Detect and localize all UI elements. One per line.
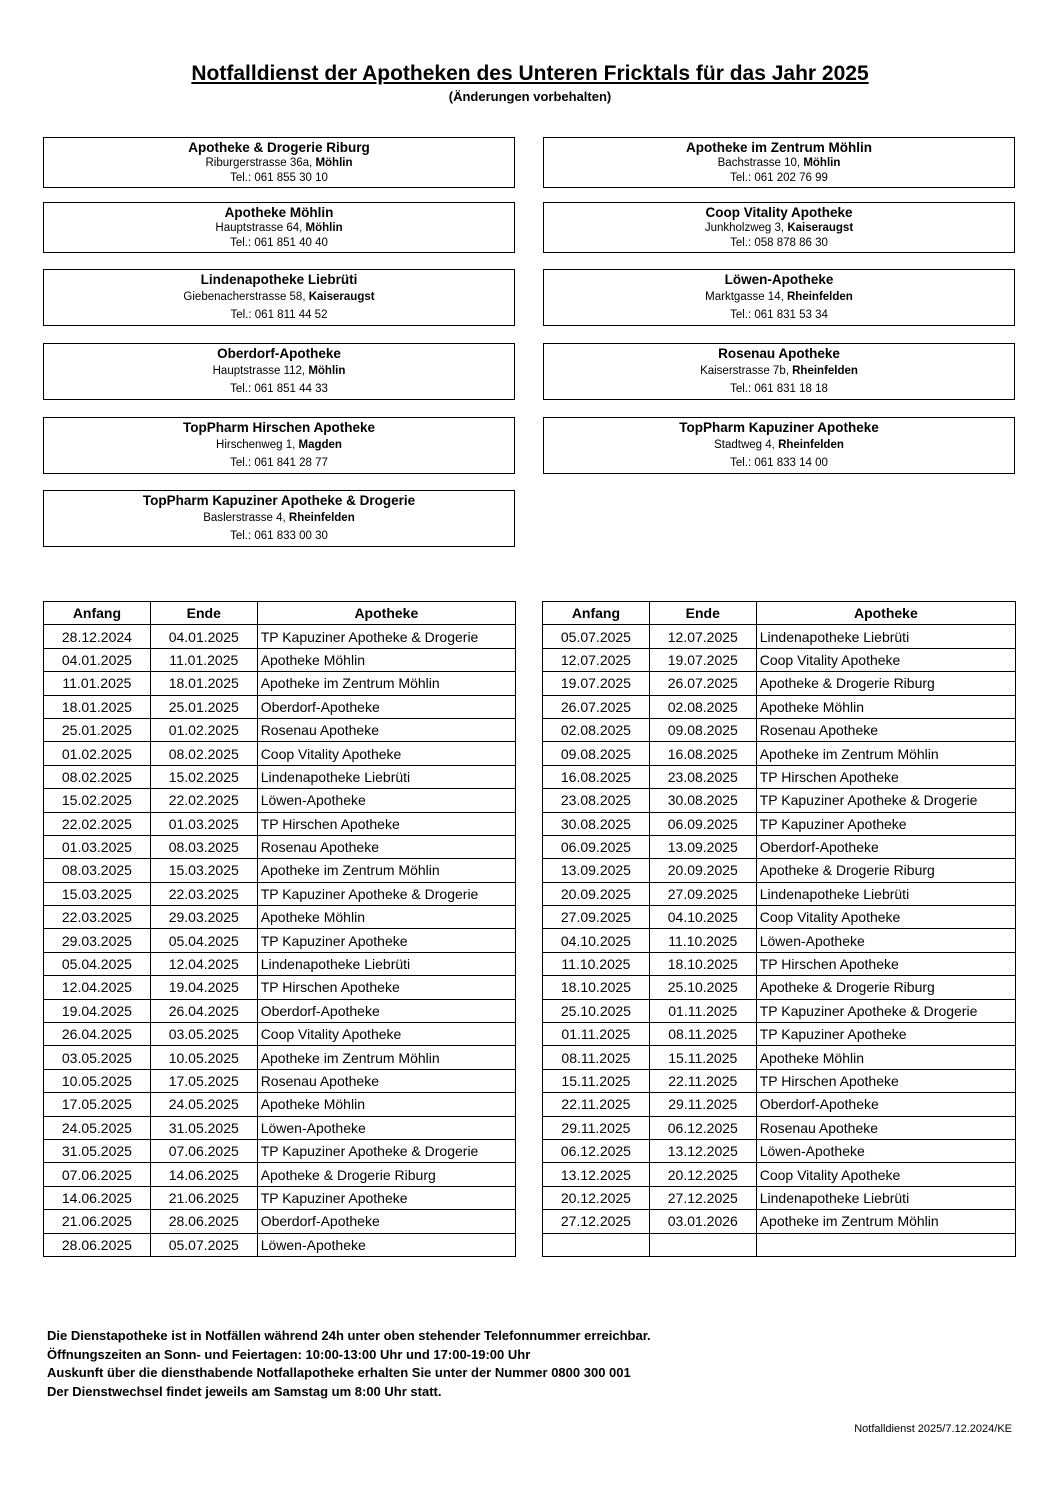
pharmacy-cell: Rosenau Apotheke — [257, 835, 515, 858]
table-row — [44, 999, 516, 1022]
pharmacy-phone: Tel.: 061 811 44 52 — [230, 309, 328, 321]
table-row — [543, 1069, 1016, 1092]
end-date-cell: 29.11.2025 — [649, 1093, 756, 1116]
column-header-end: Ende — [150, 602, 257, 625]
pharmacy-card — [543, 417, 1015, 474]
table-row — [44, 742, 516, 765]
pharmacy-phone: Tel.: 061 833 14 00 — [730, 457, 828, 469]
pharmacy-cell: TP Kapuziner Apotheke — [756, 1023, 1015, 1046]
pharmacy-cell: Apotheke Möhlin — [257, 648, 515, 671]
end-date-cell: 04.01.2025 — [150, 625, 257, 648]
start-date-cell: 10.05.2025 — [44, 1069, 151, 1092]
start-date-cell: 08.03.2025 — [44, 859, 151, 882]
end-date-cell: 11.10.2025 — [649, 929, 756, 952]
end-date-cell: 01.03.2025 — [150, 812, 257, 835]
end-date-cell: 03.05.2025 — [150, 1023, 257, 1046]
end-date-cell: 26.04.2025 — [150, 999, 257, 1022]
end-date-cell: 30.08.2025 — [649, 789, 756, 812]
end-date-cell: 22.03.2025 — [150, 882, 257, 905]
start-date-cell: 07.06.2025 — [44, 1163, 151, 1186]
end-date-cell: 20.09.2025 — [649, 859, 756, 882]
pharmacy-cell: Apotheke & Drogerie Riburg — [257, 1163, 515, 1186]
table-row — [44, 789, 516, 812]
start-date-cell: 12.04.2025 — [44, 976, 151, 999]
table-row — [543, 952, 1016, 975]
pharmacy-phone: Tel.: 061 851 44 33 — [230, 383, 328, 395]
table-row — [543, 1139, 1016, 1162]
end-date-cell: 19.07.2025 — [649, 648, 756, 671]
table-row — [44, 1023, 516, 1046]
table-row — [44, 672, 516, 695]
start-date-cell: 20.12.2025 — [543, 1186, 650, 1209]
pharmacy-cell: Lindenapotheke Liebrüti — [756, 882, 1015, 905]
table-row — [543, 1023, 1016, 1046]
table-row — [543, 1233, 1016, 1256]
end-date-cell: 15.02.2025 — [150, 765, 257, 788]
end-date-cell: 05.07.2025 — [150, 1233, 257, 1256]
start-date-cell: 22.03.2025 — [44, 906, 151, 929]
pharmacy-cell: TP Hirschen Apotheke — [756, 765, 1015, 788]
end-date-cell: 06.12.2025 — [649, 1116, 756, 1139]
pharmacy-name: Apotheke im Zentrum Möhlin — [685, 140, 872, 155]
table-row — [44, 695, 516, 718]
pharmacy-cell: Coop Vitality Apotheke — [756, 648, 1015, 671]
pharmacy-cell: Coop Vitality Apotheke — [257, 1023, 515, 1046]
pharmacy-name: Löwen-Apotheke — [724, 272, 834, 287]
pharmacy-card — [43, 202, 515, 253]
pharmacy-cell: Oberdorf-Apotheke — [756, 835, 1015, 858]
table-row — [543, 835, 1016, 858]
pharmacy-cell: Apotheke im Zentrum Möhlin — [257, 672, 515, 695]
end-date-cell: 27.09.2025 — [649, 882, 756, 905]
start-date-cell: 18.10.2025 — [543, 976, 650, 999]
start-date-cell: 15.03.2025 — [44, 882, 151, 905]
table-row — [543, 1046, 1016, 1069]
start-date-cell: 22.02.2025 — [44, 812, 151, 835]
table-row — [44, 1163, 516, 1186]
start-date-cell: 29.11.2025 — [543, 1116, 650, 1139]
table-row — [543, 1186, 1016, 1209]
table-row — [543, 789, 1016, 812]
end-date-cell: 01.02.2025 — [150, 718, 257, 741]
start-date-cell: 26.04.2025 — [44, 1023, 151, 1046]
end-date-cell: 19.04.2025 — [150, 976, 257, 999]
pharmacy-cell: TP Kapuziner Apotheke & Drogerie — [756, 789, 1015, 812]
table-row — [44, 976, 516, 999]
note-line: Öffnungszeiten an Sonn- und Feiertagen: 10:00-13:00 Uhr und 17:00-19:00 Uhr — [47, 1346, 531, 1362]
pharmacy-cell: Löwen-Apotheke — [257, 1116, 515, 1139]
end-date-cell: 22.02.2025 — [150, 789, 257, 812]
pharmacy-cell: Rosenau Apotheke — [756, 718, 1015, 741]
page-subtitle: (Änderungen vorbehalten) — [448, 89, 612, 104]
start-date-cell: 13.12.2025 — [543, 1163, 650, 1186]
start-date-cell: 02.08.2025 — [543, 718, 650, 741]
pharmacy-cell: Coop Vitality Apotheke — [257, 742, 515, 765]
pharmacy-cell: Coop Vitality Apotheke — [756, 1163, 1015, 1186]
pharmacy-phone: Tel.: 061 833 00 30 — [230, 530, 328, 542]
pharmacy-cell: Apotheke Möhlin — [756, 1046, 1015, 1069]
table-row — [44, 648, 516, 671]
pharmacy-cell: Apotheke & Drogerie Riburg — [756, 672, 1015, 695]
pharmacy-card — [543, 343, 1015, 400]
end-date-cell: 12.04.2025 — [150, 952, 257, 975]
pharmacy-card — [43, 343, 515, 400]
start-date-cell: 08.02.2025 — [44, 765, 151, 788]
pharmacy-cell: TP Hirschen Apotheke — [756, 1069, 1015, 1092]
table-row — [44, 1046, 516, 1069]
end-date-cell: 17.05.2025 — [150, 1069, 257, 1092]
table-row — [44, 835, 516, 858]
pharmacy-address: Hauptstrasse 112, Möhlin — [212, 365, 346, 377]
pharmacy-cell: Löwen-Apotheke — [257, 789, 515, 812]
table-row — [44, 929, 516, 952]
pharmacy-name: TopPharm Kapuziner Apotheke — [679, 420, 879, 435]
pharmacy-cell: Rosenau Apotheke — [257, 1069, 515, 1092]
start-date-cell: 13.09.2025 — [543, 859, 650, 882]
end-date-cell: 28.06.2025 — [150, 1210, 257, 1233]
end-date-cell: 08.02.2025 — [150, 742, 257, 765]
pharmacy-cell: TP Kapuziner Apotheke & Drogerie — [257, 625, 515, 648]
pharmacy-address: Giebenacherstrasse 58, Kaiseraugst — [183, 291, 375, 303]
pharmacy-phone: Tel.: 061 851 40 40 — [230, 237, 328, 249]
end-date-cell: 04.10.2025 — [649, 906, 756, 929]
pharmacy-name: TopPharm Kapuziner Apotheke & Drogerie — [142, 493, 416, 508]
table-row — [44, 882, 516, 905]
pharmacy-card — [543, 269, 1015, 326]
pharmacy-phone: Tel.: 061 831 18 18 — [730, 383, 828, 395]
pharmacy-name: Apotheke Möhlin — [224, 205, 334, 220]
notes — [47, 1327, 651, 1401]
table-header-row — [543, 602, 1016, 625]
table-row — [44, 812, 516, 835]
end-date-cell: 05.04.2025 — [150, 929, 257, 952]
pharmacy-cell: Apotheke & Drogerie Riburg — [756, 859, 1015, 882]
start-date-cell: 06.09.2025 — [543, 835, 650, 858]
table-row — [44, 1093, 516, 1116]
pharmacy-cell: Apotheke Möhlin — [756, 695, 1015, 718]
end-date-cell: 21.06.2025 — [150, 1186, 257, 1209]
start-date-cell: 05.07.2025 — [543, 625, 650, 648]
pharmacy-address: Kaiserstrasse 7b, Rheinfelden — [700, 365, 858, 377]
end-date-cell: 16.08.2025 — [649, 742, 756, 765]
end-date-cell: 13.09.2025 — [649, 835, 756, 858]
pharmacy-cell: Apotheke im Zentrum Möhlin — [756, 742, 1015, 765]
start-date-cell: 25.10.2025 — [543, 999, 650, 1022]
pharmacy-name: Rosenau Apotheke — [718, 346, 840, 361]
pharmacy-cell: Rosenau Apotheke — [257, 718, 515, 741]
end-date-cell: 07.06.2025 — [150, 1139, 257, 1162]
table-row — [44, 952, 516, 975]
start-date-cell: 20.09.2025 — [543, 882, 650, 905]
pharmacy-card — [43, 137, 515, 188]
start-date-cell: 15.02.2025 — [44, 789, 151, 812]
start-date-cell: 14.06.2025 — [44, 1186, 151, 1209]
table-row — [543, 999, 1016, 1022]
pharmacy-address: Stadtweg 4, Rheinfelden — [714, 439, 844, 451]
column-header-start: Anfang — [44, 602, 151, 625]
start-date-cell: 24.05.2025 — [44, 1116, 151, 1139]
table-row — [44, 859, 516, 882]
start-date-cell: 25.01.2025 — [44, 718, 151, 741]
schedule-table-left — [43, 601, 516, 1257]
start-date-cell: 31.05.2025 — [44, 1139, 151, 1162]
table-row — [44, 625, 516, 648]
end-date-cell: 09.08.2025 — [649, 718, 756, 741]
pharmacy-cell: TP Kapuziner Apotheke — [257, 929, 515, 952]
start-date-cell: 04.01.2025 — [44, 648, 151, 671]
start-date-cell: 21.06.2025 — [44, 1210, 151, 1233]
end-date-cell: 24.05.2025 — [150, 1093, 257, 1116]
pharmacy-address: Riburgerstrasse 36a, Möhlin — [205, 157, 353, 169]
start-date-cell: 09.08.2025 — [543, 742, 650, 765]
pharmacy-card — [43, 417, 515, 474]
table-row — [543, 742, 1016, 765]
table-row — [44, 1233, 516, 1256]
start-date-cell: 15.11.2025 — [543, 1069, 650, 1092]
pharmacy-phone: Tel.: 058 878 86 30 — [730, 237, 828, 249]
note-line: Der Dienstwechsel findet jeweils am Samstag um 8:00 Uhr statt. — [47, 1383, 442, 1399]
pharmacy-cell — [756, 1233, 1015, 1256]
pharmacy-cell: TP Kapuziner Apotheke — [756, 812, 1015, 835]
end-date-cell: 31.05.2025 — [150, 1116, 257, 1139]
table-row — [543, 812, 1016, 835]
start-date-cell: 11.10.2025 — [543, 952, 650, 975]
pharmacy-cell: Oberdorf-Apotheke — [257, 999, 515, 1022]
start-date-cell: 29.03.2025 — [44, 929, 151, 952]
pharmacy-card — [43, 269, 515, 326]
end-date-cell: 12.07.2025 — [649, 625, 756, 648]
table-row — [44, 1116, 516, 1139]
table-row — [543, 1163, 1016, 1186]
start-date-cell: 27.12.2025 — [543, 1210, 650, 1233]
pharmacy-name: Oberdorf-Apotheke — [217, 346, 341, 361]
start-date-cell: 19.04.2025 — [44, 999, 151, 1022]
start-date-cell: 17.05.2025 — [44, 1093, 151, 1116]
start-date-cell: 30.08.2025 — [543, 812, 650, 835]
start-date-cell: 12.07.2025 — [543, 648, 650, 671]
start-date-cell: 05.04.2025 — [44, 952, 151, 975]
end-date-cell — [649, 1233, 756, 1256]
start-date-cell: 08.11.2025 — [543, 1046, 650, 1069]
start-date-cell: 19.07.2025 — [543, 672, 650, 695]
end-date-cell: 25.01.2025 — [150, 695, 257, 718]
table-row — [543, 976, 1016, 999]
end-date-cell: 11.01.2025 — [150, 648, 257, 671]
pharmacy-cell: TP Hirschen Apotheke — [257, 976, 515, 999]
start-date-cell — [543, 1233, 650, 1256]
note-line: Die Dienstapotheke ist in Notfällen während 24h unter oben stehender Telefonnummer erreichbar. — [47, 1328, 651, 1343]
document-footer: Notfalldienst 2025/7.12.2024/KE — [854, 1423, 1012, 1435]
end-date-cell: 14.06.2025 — [150, 1163, 257, 1186]
start-date-cell: 16.08.2025 — [543, 765, 650, 788]
table-row — [44, 1186, 516, 1209]
pharmacy-cell: Oberdorf-Apotheke — [756, 1093, 1015, 1116]
pharmacy-phone: Tel.: 061 841 28 77 — [230, 457, 328, 469]
start-date-cell: 11.01.2025 — [44, 672, 151, 695]
end-date-cell: 06.09.2025 — [649, 812, 756, 835]
start-date-cell: 22.11.2025 — [543, 1093, 650, 1116]
table-row — [543, 695, 1016, 718]
pharmacy-cell: TP Kapuziner Apotheke & Drogerie — [756, 999, 1015, 1022]
end-date-cell: 18.10.2025 — [649, 952, 756, 975]
pharmacy-cell: Löwen-Apotheke — [257, 1233, 515, 1256]
start-date-cell: 03.05.2025 — [44, 1046, 151, 1069]
start-date-cell: 27.09.2025 — [543, 906, 650, 929]
pharmacy-name: Lindenapotheke Liebrüti — [200, 272, 358, 287]
table-row — [543, 859, 1016, 882]
pharmacy-cell: TP Kapuziner Apotheke & Drogerie — [257, 1139, 515, 1162]
start-date-cell: 28.06.2025 — [44, 1233, 151, 1256]
table-row — [543, 718, 1016, 741]
pharmacy-cell: Löwen-Apotheke — [756, 1139, 1015, 1162]
pharmacy-cell: Oberdorf-Apotheke — [257, 695, 515, 718]
table-row — [543, 1116, 1016, 1139]
pharmacy-name: Coop Vitality Apotheke — [705, 205, 853, 220]
start-date-cell: 06.12.2025 — [543, 1139, 650, 1162]
table-row — [44, 906, 516, 929]
table-row — [543, 672, 1016, 695]
pharmacy-phone: Tel.: 061 202 76 99 — [730, 172, 828, 184]
pharmacy-cell: Lindenapotheke Liebrüti — [257, 765, 515, 788]
pharmacy-address: Marktgasse 14, Rheinfelden — [705, 291, 853, 303]
pharmacy-cell: Apotheke im Zentrum Möhlin — [756, 1210, 1015, 1233]
column-header-pharmacy: Apotheke — [756, 602, 1015, 625]
end-date-cell: 15.03.2025 — [150, 859, 257, 882]
end-date-cell: 25.10.2025 — [649, 976, 756, 999]
end-date-cell: 08.11.2025 — [649, 1023, 756, 1046]
end-date-cell: 15.11.2025 — [649, 1046, 756, 1069]
start-date-cell: 28.12.2024 — [44, 625, 151, 648]
pharmacy-address: Bachstrasse 10, Möhlin — [717, 157, 841, 169]
table-row — [543, 648, 1016, 671]
end-date-cell: 10.05.2025 — [150, 1046, 257, 1069]
pharmacy-name: TopPharm Hirschen Apotheke — [182, 420, 376, 435]
start-date-cell: 01.11.2025 — [543, 1023, 650, 1046]
start-date-cell: 01.02.2025 — [44, 742, 151, 765]
table-row — [543, 765, 1016, 788]
pharmacy-cell: Löwen-Apotheke — [756, 929, 1015, 952]
end-date-cell: 08.03.2025 — [150, 835, 257, 858]
pharmacy-cell: TP Hirschen Apotheke — [257, 812, 515, 835]
end-date-cell: 02.08.2025 — [649, 695, 756, 718]
column-header-pharmacy: Apotheke — [257, 602, 515, 625]
pharmacy-cell: Lindenapotheke Liebrüti — [756, 625, 1015, 648]
pharmacy-cell: TP Kapuziner Apotheke & Drogerie — [257, 882, 515, 905]
table-row — [44, 1210, 516, 1233]
table-row — [44, 718, 516, 741]
end-date-cell: 22.11.2025 — [649, 1069, 756, 1092]
pharmacy-name: Apotheke & Drogerie Riburg — [188, 140, 370, 155]
table-row — [543, 1093, 1016, 1116]
pharmacy-cell: Oberdorf-Apotheke — [257, 1210, 515, 1233]
pharmacy-card — [543, 202, 1015, 253]
start-date-cell: 23.08.2025 — [543, 789, 650, 812]
start-date-cell: 01.03.2025 — [44, 835, 151, 858]
column-header-start: Anfang — [543, 602, 650, 625]
end-date-cell: 29.03.2025 — [150, 906, 257, 929]
pharmacy-address: Hirschenweg 1, Magden — [216, 439, 342, 451]
pharmacy-cell: Apotheke im Zentrum Möhlin — [257, 859, 515, 882]
end-date-cell: 23.08.2025 — [649, 765, 756, 788]
table-row — [44, 1139, 516, 1162]
pharmacy-address: Hauptstrasse 64, Möhlin — [215, 222, 343, 234]
table-row — [543, 625, 1016, 648]
end-date-cell: 20.12.2025 — [649, 1163, 756, 1186]
table-row — [44, 1069, 516, 1092]
page-title: Notfalldienst der Apotheken des Unteren Fricktals für das Jahr 2025 — [191, 62, 869, 85]
pharmacy-cell: Lindenapotheke Liebrüti — [257, 952, 515, 975]
end-date-cell: 27.12.2025 — [649, 1186, 756, 1209]
note-line: Auskunft über die diensthabende Notfallapotheke erhalten Sie unter der Nummer 0800 300 001 — [47, 1365, 631, 1380]
end-date-cell: 26.07.2025 — [649, 672, 756, 695]
pharmacy-cell: Rosenau Apotheke — [756, 1116, 1015, 1139]
table-row — [44, 765, 516, 788]
pharmacy-cell: Apotheke Möhlin — [257, 1093, 515, 1116]
pharmacy-cell: Apotheke & Drogerie Riburg — [756, 976, 1015, 999]
pharmacy-cell: Lindenapotheke Liebrüti — [756, 1186, 1015, 1209]
pharmacy-address: Baslerstrasse 4, Rheinfelden — [203, 512, 355, 524]
pharmacy-card — [43, 490, 515, 547]
pharmacy-card — [543, 137, 1015, 188]
end-date-cell: 03.01.2026 — [649, 1210, 756, 1233]
start-date-cell: 04.10.2025 — [543, 929, 650, 952]
table-row — [543, 1210, 1016, 1233]
table-row — [543, 906, 1016, 929]
start-date-cell: 18.01.2025 — [44, 695, 151, 718]
pharmacy-cell: Apotheke Möhlin — [257, 906, 515, 929]
pharmacy-cell: TP Kapuziner Apotheke — [257, 1186, 515, 1209]
pharmacy-cell: Coop Vitality Apotheke — [756, 906, 1015, 929]
end-date-cell: 13.12.2025 — [649, 1139, 756, 1162]
pharmacy-address: Junkholzweg 3, Kaiseraugst — [704, 222, 854, 234]
schedule-table-right — [542, 601, 1016, 1257]
table-header-row — [44, 602, 516, 625]
pharmacy-cell: Apotheke im Zentrum Möhlin — [257, 1046, 515, 1069]
pharmacy-cell: TP Hirschen Apotheke — [756, 952, 1015, 975]
pharmacy-phone: Tel.: 061 831 53 34 — [730, 309, 828, 321]
table-row — [543, 882, 1016, 905]
end-date-cell: 18.01.2025 — [150, 672, 257, 695]
start-date-cell: 26.07.2025 — [543, 695, 650, 718]
end-date-cell: 01.11.2025 — [649, 999, 756, 1022]
column-header-end: Ende — [649, 602, 756, 625]
table-row — [543, 929, 1016, 952]
pharmacy-phone: Tel.: 061 855 30 10 — [230, 172, 328, 184]
